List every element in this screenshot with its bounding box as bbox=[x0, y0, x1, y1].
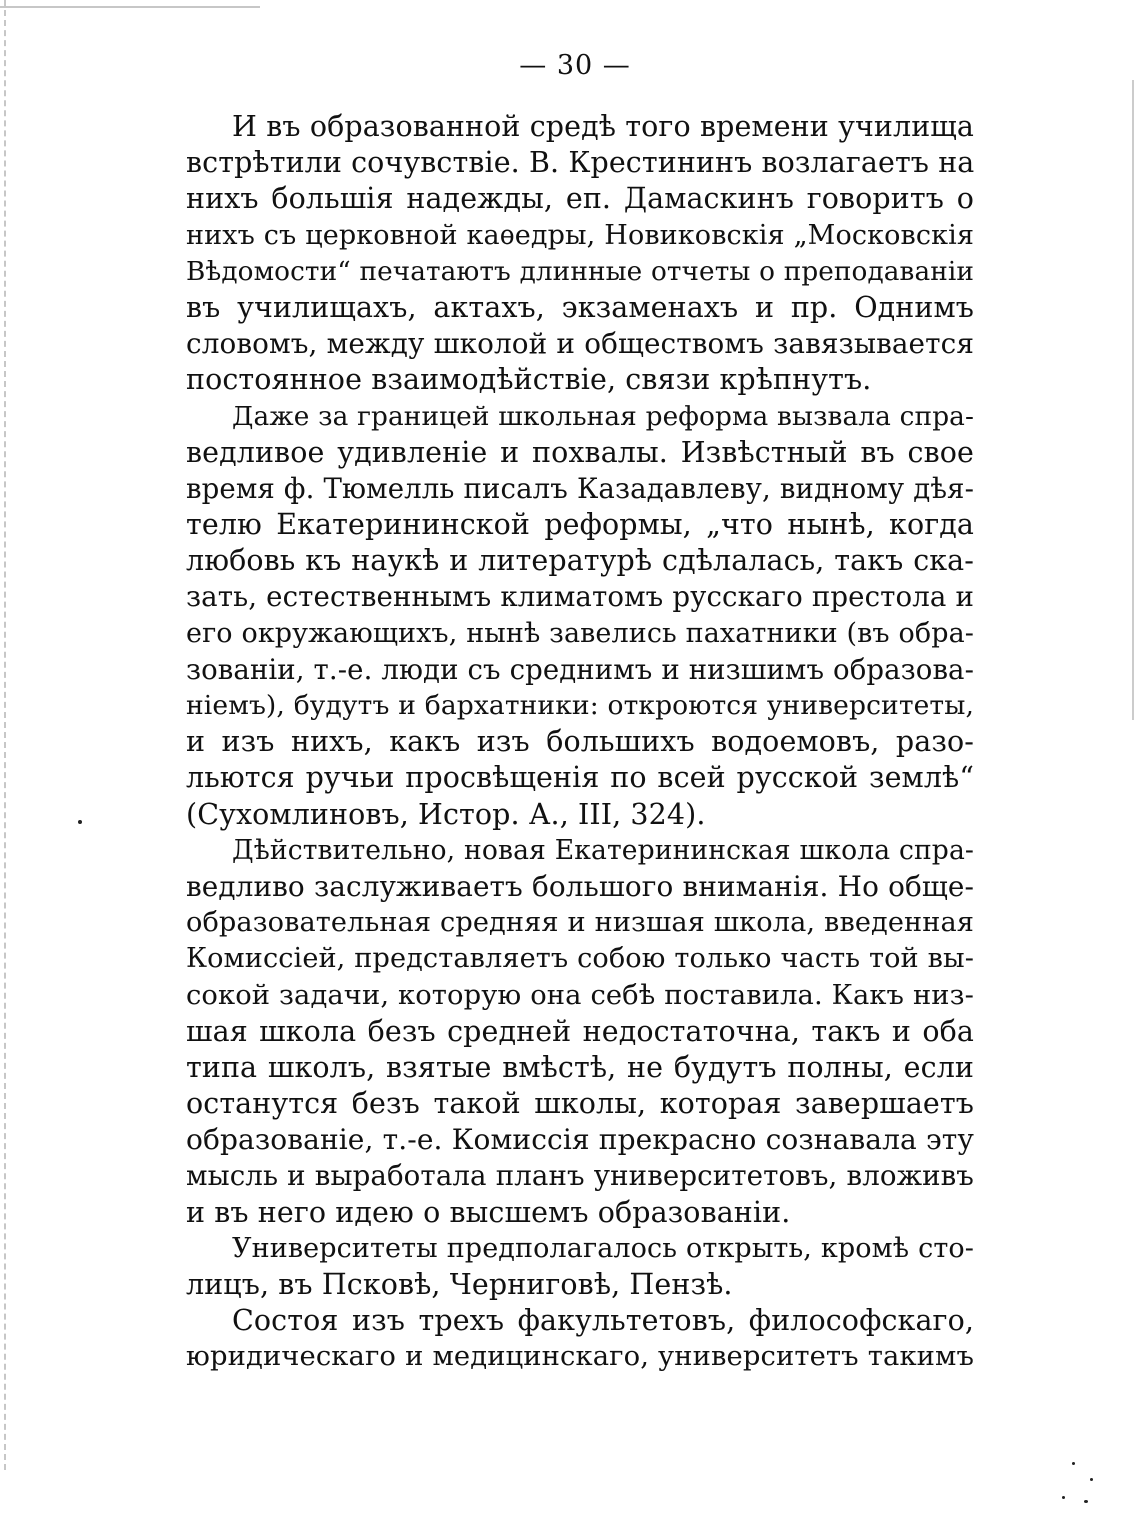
text-line: образовательная средняя и низшая школа, введенная bbox=[186, 907, 974, 939]
text-line: его окружающихъ, нынѣ завелись пахатники (въ обра- bbox=[186, 617, 974, 649]
text-line: ніемъ), будутъ и бархатники: откроются университеты, bbox=[186, 690, 974, 721]
text-line: образованіе, т.-е. Комиссія прекрасно сознавала эту bbox=[186, 1123, 974, 1157]
text-line: Университеты предполагалось открыть, кромѣ сто- bbox=[232, 1232, 974, 1264]
text-line: останутся безъ такой школы, которая завершаетъ bbox=[186, 1087, 974, 1121]
text-line: ведливое удивленіе и похвалы. Извѣстный въ свое bbox=[186, 435, 974, 469]
text-line: зованіи, т.-е. люди съ среднимъ и низшимъ образова- bbox=[186, 653, 974, 686]
paragraph bbox=[186, 833, 974, 1231]
scan-left-edge bbox=[4, 0, 6, 1470]
text-line: И въ образованной средѣ того времени училища bbox=[232, 110, 974, 143]
scan-speck bbox=[1062, 1496, 1065, 1499]
text-line: Комиссіей, представляетъ собою только часть той вы- bbox=[186, 943, 974, 975]
scan-speck bbox=[1072, 1462, 1075, 1465]
text-line: встрѣтили сочувствіе. В. Крестининъ возлагаетъ на bbox=[186, 146, 975, 180]
scan-right-edge bbox=[1132, 80, 1134, 720]
text-line: юридическаго и медицинскаго, университетъ такимъ bbox=[186, 1341, 974, 1373]
text-line: зать, естественнымъ климатомъ русскаго престола и bbox=[186, 580, 974, 614]
text-line: типа школъ, взятые вмѣстѣ, не будутъ полны, если bbox=[186, 1050, 974, 1084]
scan-speck bbox=[1090, 1478, 1093, 1481]
text-line: любовь къ наукѣ и литературѣ сдѣлалась, такъ ска- bbox=[186, 544, 974, 578]
text-line: Состоя изъ трехъ факультетовъ, философскаго, bbox=[232, 1304, 974, 1338]
text-line: (Сухомлиновъ, Истор. А., III, 324). bbox=[186, 797, 706, 831]
text-line: льются ручьи просвѣщенія по всей русской землѣ“ bbox=[186, 761, 974, 795]
text-line: мысль и выработала планъ университетовъ, вложивъ bbox=[186, 1159, 974, 1193]
text-line: постоянное взаимодѣйствіе, связи крѣпнутъ. bbox=[186, 363, 872, 397]
paragraph bbox=[186, 1231, 974, 1303]
scan-speck bbox=[1084, 1500, 1088, 1503]
paragraph bbox=[186, 399, 974, 833]
text-line: Вѣдомости“ печатаютъ длинные отчеты о преподаваніи bbox=[186, 256, 974, 287]
text-line: нихъ съ церковной каѳедры, Новиковскія „Московскія bbox=[186, 219, 974, 251]
text-line: телю Екатерининской реформы, „что нынѣ, когда bbox=[186, 508, 974, 542]
body-text bbox=[186, 109, 974, 1376]
text-line: Дѣйствительно, новая Екатерининская школа спра- bbox=[232, 834, 974, 866]
scan-speck bbox=[78, 820, 82, 824]
paragraph bbox=[186, 1303, 974, 1375]
paragraph bbox=[186, 109, 974, 399]
text-line: сокой задачи, которую она себѣ поставила. Какъ низ- bbox=[186, 979, 974, 1011]
text-line: шая школа безъ средней недостаточна, такъ и оба bbox=[186, 1014, 974, 1048]
text-line: и изъ нихъ, какъ изъ большихъ водоемовъ, разо- bbox=[186, 725, 974, 759]
scan-top-edge bbox=[0, 6, 260, 8]
text-line: ведливо заслуживаетъ большого вниманія. Но обще- bbox=[186, 869, 974, 903]
text-line: лицъ, въ Псковѣ, Черниговѣ, Пензѣ. bbox=[186, 1268, 733, 1301]
text-line: Даже за границей школьная реформа вызвала спра- bbox=[232, 401, 974, 432]
page-number: — 30 — bbox=[519, 50, 631, 81]
text-line: нихъ большія надежды, еп. Дамаскинъ говоритъ о bbox=[186, 182, 974, 216]
text-line: словомъ, между школой и обществомъ завязывается bbox=[186, 327, 974, 361]
text-line: въ училищахъ, актахъ, экзаменахъ и пр. Однимъ bbox=[186, 290, 974, 324]
text-line: и въ него идею о высшемъ образованіи. bbox=[186, 1195, 791, 1229]
text-line: время ф. Тюмелль писалъ Казадавлеву, видному дѣя- bbox=[186, 471, 974, 505]
